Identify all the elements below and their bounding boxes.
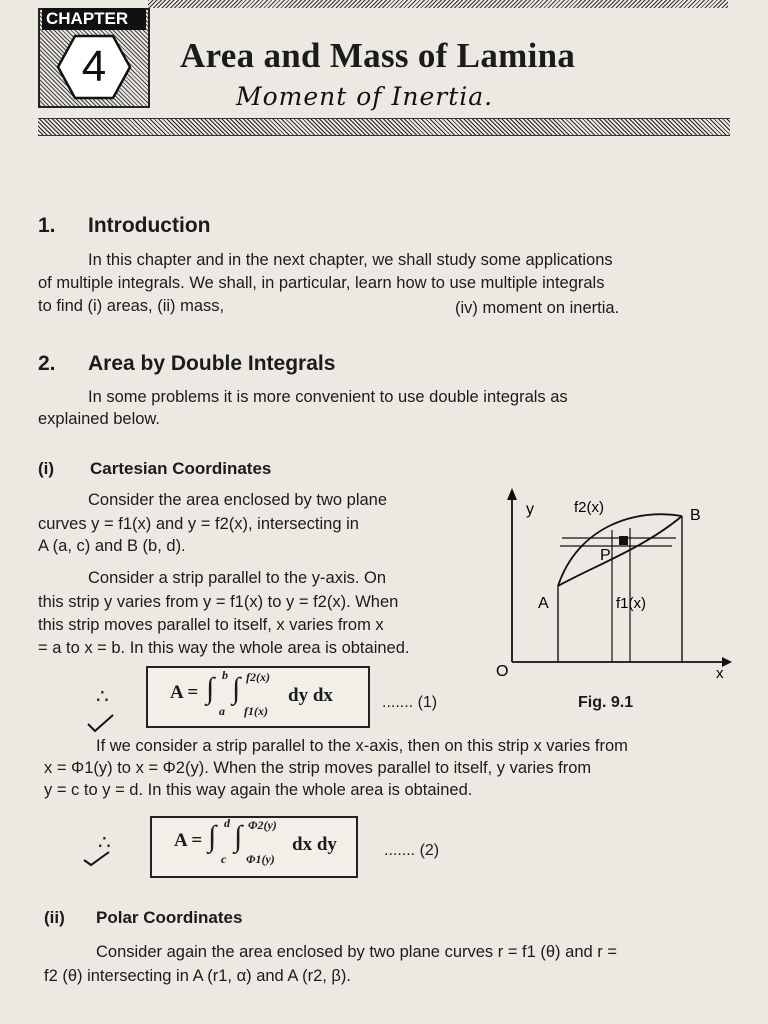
section-1-title: Introduction bbox=[88, 214, 211, 237]
eq1-differential: dy dx bbox=[288, 685, 333, 706]
eq2-integral-inner: ∫ bbox=[234, 820, 243, 853]
cartesian-para2-line1: Consider a strip parallel to the y-axis. On bbox=[88, 569, 387, 587]
fig-x-label: x bbox=[716, 665, 724, 682]
cartesian-para2-line2: this strip y varies from y = f1(x) to y = f2(x). When bbox=[38, 593, 399, 611]
handwritten-tick-icon bbox=[86, 712, 116, 734]
fig-p-label: P bbox=[600, 547, 611, 564]
cartesian-para3-line2: x = Φ1(y) to x = Φ2(y). When the strip moves parallel to itself, y varies from bbox=[44, 759, 592, 777]
subsection-i-label: (i) bbox=[38, 459, 55, 478]
point-p-marker bbox=[619, 536, 628, 545]
eq2-number: ....... (2) bbox=[384, 842, 440, 859]
eq1-inner-upper: f2(x) bbox=[246, 670, 270, 684]
cartesian-para1-line3: A (a, c) and B (b, d). bbox=[38, 537, 186, 555]
cartesian-para1-line1: Consider the area enclosed by two plane bbox=[88, 491, 388, 509]
handwritten-tick-icon-2 bbox=[82, 846, 112, 868]
eq2-integral-outer: ∫ bbox=[208, 820, 217, 853]
cartesian-para3-line3: y = c to y = d. In this way again the whole area is obtained. bbox=[44, 781, 473, 799]
section-1-number: 1. bbox=[38, 214, 56, 237]
subsection-ii-label: (ii) bbox=[44, 908, 65, 927]
eq2-differential: dx dy bbox=[292, 834, 337, 855]
eq2-lhs: A = bbox=[174, 830, 203, 851]
intro-line-3b: (iv) moment on inertia. bbox=[455, 299, 620, 317]
fig-y-label: y bbox=[526, 501, 534, 518]
cartesian-para2-line3: this strip moves parallel to itself, x varies from x bbox=[38, 616, 384, 634]
therefore-symbol-1: ∴ bbox=[96, 686, 109, 708]
fig-a-label: A bbox=[538, 595, 549, 612]
area-intro-line-1: In some problems it is more convenient to use double integrals as bbox=[88, 388, 568, 406]
intro-line-1: In this chapter and in the next chapter, we shall study some applications bbox=[88, 251, 613, 269]
fig-f2-label: f2(x) bbox=[574, 499, 604, 516]
figure-9-1 bbox=[486, 486, 734, 722]
eq1-integral-outer: ∫ bbox=[206, 672, 215, 705]
header-divider bbox=[38, 118, 730, 136]
chapter-label: CHAPTER bbox=[42, 8, 146, 30]
x-axis-arrow-icon bbox=[722, 657, 732, 667]
section-2-number: 2. bbox=[38, 352, 56, 375]
section-1-heading bbox=[38, 214, 210, 238]
eq1-outer-upper: b bbox=[222, 668, 228, 682]
eq1-lhs: A = bbox=[170, 682, 199, 703]
eq2-outer-upper: d bbox=[224, 816, 230, 830]
eq1-inner-lower: f1(x) bbox=[244, 704, 268, 718]
eq1-number: ....... (1) bbox=[382, 694, 438, 711]
handwritten-subtitle: Moment of Inertia. bbox=[236, 82, 494, 111]
area-intro-line-2: explained below. bbox=[38, 410, 161, 428]
subsection-i-title: Cartesian Coordinates bbox=[90, 459, 272, 478]
figure-caption: Fig. 9.1 bbox=[578, 694, 634, 711]
eq2-outer-lower: c bbox=[221, 852, 227, 866]
section-2-title: Area by Double Integrals bbox=[88, 352, 336, 375]
cartesian-para2-line4: = a to x = b. In this way the whole area is obtained. bbox=[38, 639, 410, 657]
fig-b-label: B bbox=[690, 507, 701, 524]
subsection-ii-title: Polar Coordinates bbox=[96, 908, 243, 927]
upper-curve bbox=[558, 514, 682, 586]
top-border-pattern bbox=[148, 0, 728, 8]
section-2-heading bbox=[38, 352, 335, 376]
polar-line-2: f2 (θ) intersecting in A (r1, α) and A (r2, β). bbox=[44, 967, 351, 985]
chapter-number: 4 bbox=[81, 42, 107, 91]
therefore-symbol-2: ∴ bbox=[98, 832, 111, 854]
eq2-inner-upper: Φ2(y) bbox=[248, 818, 277, 832]
y-axis-arrow-icon bbox=[507, 488, 517, 500]
subsection-i-heading bbox=[38, 459, 271, 479]
fig-f1-label: f1(x) bbox=[616, 595, 646, 612]
subsection-ii-heading bbox=[44, 908, 242, 928]
intro-line-2: of multiple integrals. We shall, in particular, learn how to use multiple integrals bbox=[38, 274, 605, 292]
cartesian-para1-line2: curves y = f1(x) and y = f2(x), intersecting in bbox=[38, 515, 359, 533]
cartesian-para3-line1: If we consider a strip parallel to the x-axis, then on this strip x varies from bbox=[96, 737, 628, 755]
polar-line-1: Consider again the area enclosed by two plane curves r = f1 (θ) and r = bbox=[96, 943, 617, 961]
eq2-inner-lower: Φ1(y) bbox=[246, 852, 275, 866]
fig-origin-label: O bbox=[496, 663, 509, 680]
intro-line-3a: to find (i) areas, (ii) mass, bbox=[38, 297, 225, 315]
page-title: Area and Mass of Lamina bbox=[180, 36, 576, 75]
eq1-integral-inner: ∫ bbox=[232, 672, 241, 705]
eq1-outer-lower: a bbox=[219, 704, 225, 718]
